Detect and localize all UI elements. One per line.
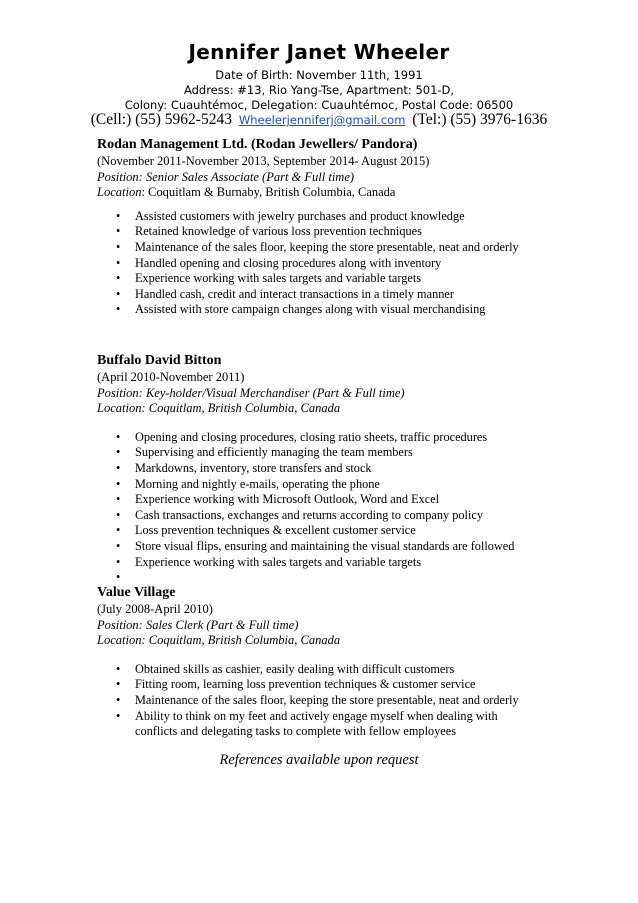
list-item: • Retained knowledge of various loss prevention techniques [116, 224, 422, 239]
company-name: Buffalo David Bitton [97, 353, 222, 368]
job-location [97, 185, 557, 201]
list-item: • Experience working with sales targets and variable targets [116, 554, 422, 569]
job-position: Position: Senior Sales Associate (Part & Full time) [97, 169, 355, 184]
date-of-birth: Date of Birth: November 11th, 1991 [215, 68, 423, 82]
company-name: Value Village [97, 585, 176, 600]
bullet-icon: • [116, 239, 121, 254]
location-label: Location [97, 185, 142, 200]
bullet-icon: • [116, 708, 121, 723]
list-item: • Experience working with sales targets and variable targets [116, 271, 422, 286]
bullet-icon: • [116, 255, 121, 270]
job-position: Position: Sales Clerk (Part & Full time) [97, 617, 299, 632]
duties-list [97, 209, 557, 318]
bullet-icon: • [116, 224, 121, 239]
bullet-icon: • [116, 492, 121, 507]
bullet-icon: • [116, 692, 121, 707]
job-location: Location: Coquitlam, British Columbia, Canada [97, 401, 341, 416]
job-value-village [97, 584, 547, 740]
bullet-icon: • [116, 429, 121, 444]
contact-line [0, 111, 638, 129]
bullet-icon: • [116, 507, 121, 522]
bullet-icon: • [116, 476, 121, 491]
bullet-icon: • [116, 677, 121, 692]
bullet-icon: • [116, 554, 121, 569]
applicant-name: Jennifer Janet Wheeler [188, 40, 450, 64]
company-name: Rodan Management Ltd. (Rodan Jewellers/ Pandora) [97, 137, 418, 152]
address-line: Address: #13, Rio Yang-Tse, Apartment: 501-D, [183, 83, 455, 97]
bullet-icon: • [116, 661, 121, 676]
bullet-icon: • [116, 538, 121, 553]
job-dates: (April 2010-November 2011) [97, 370, 245, 384]
duties-list [97, 430, 547, 586]
duties-list [97, 662, 547, 740]
cell-phone: (Cell:) (55) 5962-5243 [90, 111, 232, 128]
list-item: • Assisted with store campaign changes along with visual merchandising [116, 302, 486, 317]
job-position: Position: Key-holder/Visual Merchandiser (Part & Full time) [97, 385, 405, 400]
bullet-icon: • [116, 460, 121, 475]
colony-line: Colony: Cuauhtémoc, Delegation: Cuauhtémoc, Postal Code: 06500 [124, 98, 514, 112]
list-item: • Ability to think on my feet and actively engage myself when dealing with conflicts and delegating tasks to complete with fellow employees [116, 708, 498, 739]
tel-phone: (Tel:) (55) 3976-1636 [412, 111, 548, 128]
bullet-icon: • [116, 286, 121, 301]
bullet-icon: • [116, 271, 121, 286]
bullet-icon: • [116, 570, 121, 585]
list-item: • Morning and nightly e-mails, operating the phone [116, 476, 380, 491]
bullet-icon: • [116, 445, 121, 460]
job-dates: (November 2011-November 2013, September 2014- August 2015) [97, 154, 430, 168]
bullet-icon: • [116, 302, 121, 317]
references-note: References available upon request [219, 752, 419, 768]
job-buffalo [97, 352, 547, 586]
list-item: • Experience working with Microsoft Outlook, Word and Excel [116, 492, 440, 507]
bullet-icon: • [116, 523, 121, 538]
email-link[interactable]: Wheelerjenniferj@gmail.com [238, 113, 406, 127]
list-item: • Handled cash, credit and interact transactions in a timely manner [116, 286, 454, 301]
list-item: • Handled opening and closing procedures along with inventory [116, 255, 442, 270]
job-location: Location: Coquitlam, British Columbia, Canada [97, 633, 341, 648]
list-item: • Assisted customers with jewelry purchases and product knowledge [116, 208, 465, 223]
list-item: • Maintenance of the sales floor, keeping the store presentable, neat and orderly [116, 692, 519, 707]
job-rodan [97, 136, 557, 318]
list-item: • Fitting room, learning loss prevention techniques & customer service [116, 677, 476, 692]
list-item: • Store visual flips, ensuring and maintaining the visual standards are followed [116, 538, 515, 553]
list-item: • Markdowns, inventory, store transfers and stock [116, 460, 372, 475]
job-dates: (July 2008-April 2010) [97, 602, 213, 616]
list-item: • Obtained skills as cashier, easily dealing with difficult customers [116, 661, 455, 676]
list-item: • Loss prevention techniques & excellent customer service [116, 523, 416, 538]
bullet-icon: • [116, 208, 121, 223]
location-value: : Coquitlam & Burnaby, British Columbia, Canada [141, 185, 396, 200]
list-item: • Cash transactions, exchanges and returns according to company policy [116, 507, 483, 522]
list-item: • Opening and closing procedures, closing ratio sheets, traffic procedures [116, 429, 488, 444]
list-item: • Supervising and efficiently managing the team members [116, 445, 413, 460]
list-item: • Maintenance of the sales floor, keeping the store presentable, neat and orderly [116, 239, 519, 254]
